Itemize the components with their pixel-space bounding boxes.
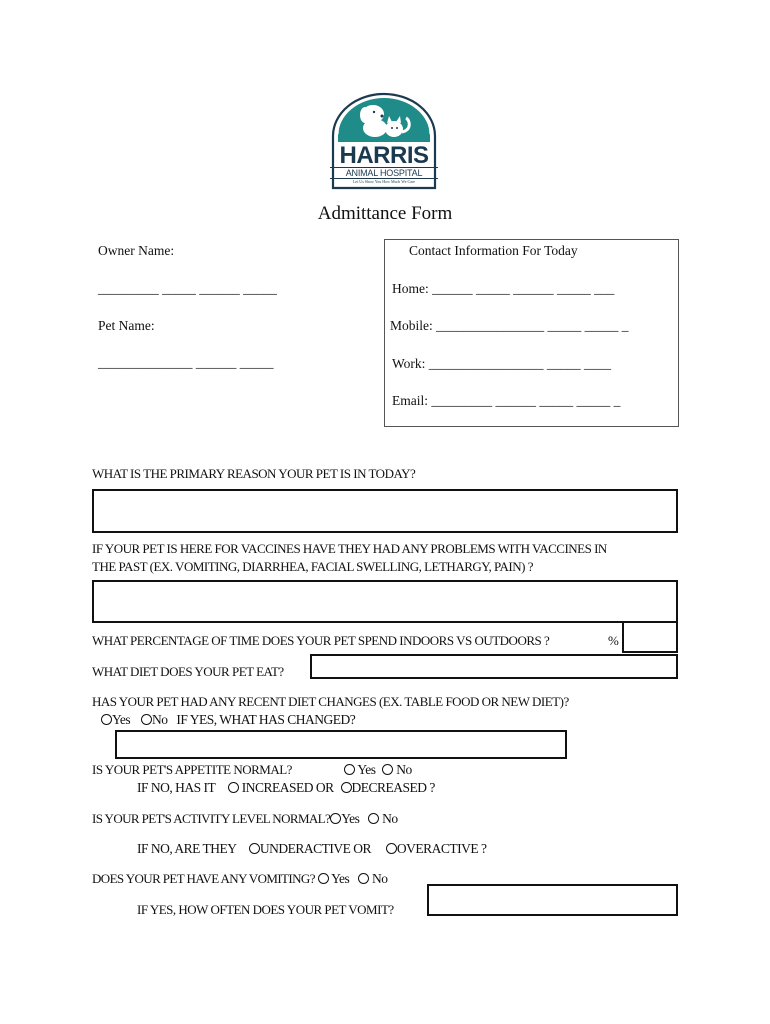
pet-name-label: Pet Name:: [98, 318, 155, 333]
vomiting-question: DOES YOUR PET HAVE ANY VOMITING?: [92, 871, 315, 886]
diet-change-options: [101, 712, 355, 728]
logo-name: HARRIS: [339, 142, 429, 169]
vomiting-row: [92, 871, 388, 887]
appetite-yes-radio[interactable]: [344, 764, 355, 775]
diet-change-yes-radio[interactable]: [101, 714, 112, 725]
diet-input[interactable]: [310, 654, 678, 679]
logo-tagline: Let Us Show You How Much We Care: [352, 179, 416, 184]
activity-row: [92, 811, 398, 827]
appetite-followup-row: [137, 780, 435, 796]
contact-title: Contact Information For Today: [409, 243, 578, 258]
diet-question: WHAT DIET DOES YOUR PET EAT?: [92, 664, 284, 679]
activity-yes-label: Yes: [341, 811, 360, 826]
appetite-increased-radio[interactable]: [228, 782, 239, 793]
underactive-label: UNDERACTIVE OR: [259, 841, 372, 856]
appetite-yes-label: Yes: [357, 762, 376, 777]
diet-change-question: HAS YOUR PET HAD ANY RECENT DIET CHANGES (EX. TABLE FOOD OR NEW DIET)?: [92, 694, 569, 709]
indoors-question: WHAT PERCENTAGE OF TIME DOES YOUR PET SPEND INDOORS VS OUTDOORS ?: [92, 633, 550, 648]
form-title: Admittance Form: [317, 203, 453, 224]
primary-reason-input[interactable]: [92, 489, 678, 533]
owner-name-field[interactable]: _________ _____ ______ _____: [98, 281, 277, 296]
vomiting-no-label: No: [372, 871, 388, 886]
work-phone-field[interactable]: Work: _________________ _____ ____: [392, 356, 612, 371]
overactive-radio[interactable]: [386, 843, 397, 854]
percent-sign: %: [608, 633, 619, 648]
appetite-followup: IF NO, HAS IT: [137, 780, 216, 795]
appetite-question: IS YOUR PET'S APPETITE NORMAL?: [92, 762, 292, 777]
email-field[interactable]: Email: _________ ______ _____ _____ _: [392, 393, 621, 408]
vaccines-question-line1: IF YOUR PET IS HERE FOR VACCINES HAVE THEY HAD ANY PROBLEMS WITH VACCINES IN: [92, 541, 607, 556]
vomit-frequency-question: IF YES, HOW OFTEN DOES YOUR PET VOMIT?: [137, 902, 394, 917]
underactive-radio[interactable]: [249, 843, 260, 854]
appetite-decreased-radio[interactable]: [341, 782, 352, 793]
activity-no-label: No: [382, 811, 398, 826]
appetite-increased-label: INCREASED OR: [241, 780, 334, 795]
vomiting-yes-label: Yes: [331, 871, 350, 886]
contact-info-box: [384, 239, 679, 427]
hospital-logo: [330, 92, 438, 190]
vaccines-input[interactable]: [92, 580, 678, 623]
vomit-frequency-input[interactable]: [427, 884, 678, 916]
activity-no-radio[interactable]: [368, 813, 379, 824]
indoors-percent-input[interactable]: [622, 621, 678, 653]
vomiting-yes-radio[interactable]: [318, 873, 329, 884]
activity-yes-radio[interactable]: [330, 813, 341, 824]
activity-followup: IF NO, ARE THEY: [137, 841, 237, 856]
diet-change-yes-label: Yes: [112, 712, 131, 727]
appetite-no-label: No: [396, 762, 412, 777]
overactive-label: OVERACTIVE ?: [396, 841, 487, 856]
home-phone-field[interactable]: Home: ______ _____ ______ _____ ___: [392, 281, 615, 296]
diet-change-followup: IF YES, WHAT HAS CHANGED?: [176, 712, 356, 727]
diet-change-input[interactable]: [115, 730, 567, 759]
appetite-no-radio[interactable]: [382, 764, 393, 775]
appetite-decreased-label: DECREASED ?: [351, 780, 435, 795]
vaccines-question-line2: THE PAST (EX. VOMITING, DIARRHEA, FACIAL SWELLING, LETHARGY, PAIN) ?: [92, 559, 533, 574]
logo-subtitle: ANIMAL HOSPITAL: [330, 167, 438, 179]
diet-change-no-radio[interactable]: [141, 714, 152, 725]
pet-name-field[interactable]: ______________ ______ _____: [98, 355, 274, 370]
mobile-phone-field[interactable]: Mobile: ________________ _____ _____ _: [390, 318, 629, 333]
diet-change-no-label: No: [152, 712, 168, 727]
activity-question: IS YOUR PET'S ACTIVITY LEVEL NORMAL?: [92, 811, 331, 826]
vomiting-no-radio[interactable]: [358, 873, 369, 884]
owner-name-label: Owner Name:: [98, 243, 175, 258]
activity-followup-row: [137, 841, 487, 857]
primary-reason-question: WHAT IS THE PRIMARY REASON YOUR PET IS IN TODAY?: [92, 466, 416, 481]
appetite-options: [344, 762, 412, 778]
